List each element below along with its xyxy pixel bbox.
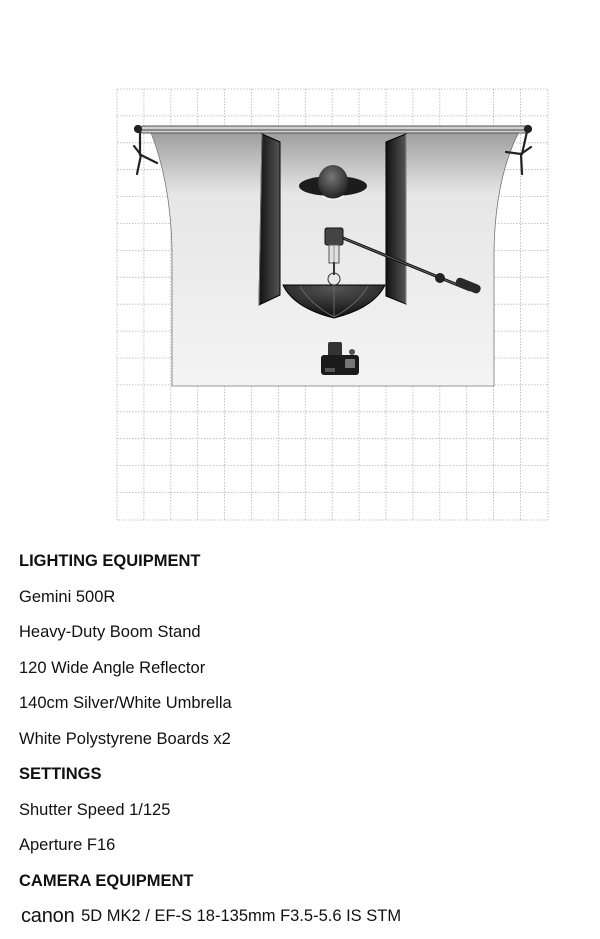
settings-item: Aperture F16 <box>19 836 116 854</box>
equipment-list <box>19 548 589 939</box>
lighting-item: Heavy-Duty Boom Stand <box>19 623 201 641</box>
lighting-item: White Polystyrene Boards x2 <box>19 729 231 748</box>
settings-item: Shutter Speed 1/125 <box>19 800 171 819</box>
lighting-item: 140cm Silver/White Umbrella <box>19 694 232 712</box>
camera-item <box>19 903 589 939</box>
camera-model: 5D MK2 / EF-S 18-135mm F3.5-5.6 IS STM <box>81 907 402 925</box>
lighting-item: 120 Wide Angle Reflector <box>19 658 206 677</box>
lighting-item: Gemini 500R <box>19 587 116 606</box>
camera-heading: CAMERA EQUIPMENT <box>19 871 194 890</box>
canon-logo: canon <box>21 905 75 927</box>
settings-heading: SETTINGS <box>19 765 102 783</box>
lighting-heading: LIGHTING EQUIPMENT <box>19 552 201 570</box>
polystyrene-board-left <box>259 134 280 305</box>
polystyrene-board-right <box>386 134 406 304</box>
